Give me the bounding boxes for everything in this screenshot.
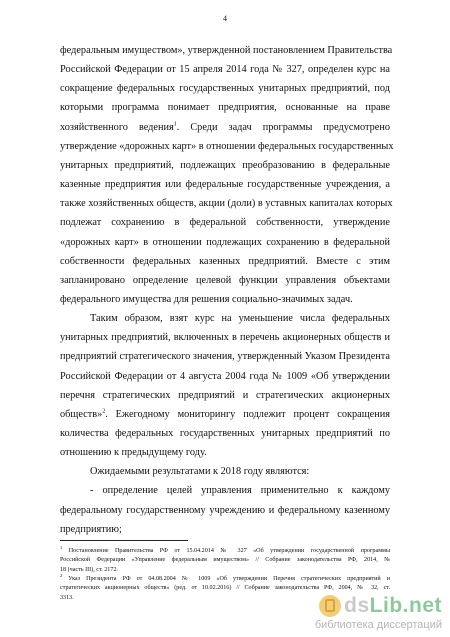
body-line-text: количества федеральных государственных унитарных предприятий по (60, 428, 390, 439)
body-line (60, 216, 390, 229)
body-line-text: которыми программа понимает предприятия, основанные на праве (60, 102, 390, 114)
body-line (60, 121, 390, 134)
page-number: 4 (223, 14, 227, 23)
body-line-text: федерального имущества для решения социально-значимых задач. (60, 293, 353, 305)
body-line (60, 408, 390, 421)
body-line (60, 274, 390, 287)
watermark-tagline: библиотека диссертаций (314, 619, 442, 631)
body-line (60, 63, 390, 76)
footnote-text: 18 (часть III), ст. 2172. (60, 566, 118, 573)
body-line (90, 484, 390, 497)
body-line (60, 293, 390, 306)
body-line (60, 370, 390, 383)
footnote-text: Постановление Правительства РФ от 15.04.2014 № 327 «Об утверждении государственной программы (62, 548, 390, 554)
watermark-brand-suffix: Lib.net (369, 594, 442, 617)
body-line (60, 82, 390, 95)
body-line (60, 159, 390, 172)
body-line-text: унитарных предприятий, включенных в перечень акционерных обществ и (60, 332, 390, 344)
body-line (60, 44, 393, 57)
body-line (60, 427, 390, 440)
body-line (60, 101, 390, 114)
body-line (60, 350, 390, 363)
body-line-text: предприятий стратегического значения, утвержденный Указом Президента (60, 351, 390, 363)
footnote-line (60, 572, 390, 583)
body-line-text: перечня стратегических предприятий и стратегических акционерных (60, 389, 390, 401)
body-line-text: хозяйственного ведения (60, 121, 174, 133)
body-line-text: сокращение федеральных государственных унитарных предприятий, под (60, 83, 390, 95)
body-line-text: Российской Федерации от 15 апреля 2014 года № 327, определен курс на (60, 64, 390, 76)
footnote-line (60, 584, 390, 592)
footnote-line (60, 544, 390, 555)
body-line-text: Таким образом, взят курс на уменьшение числа федеральных (90, 313, 390, 325)
body-line-text: «дорожных карт» в отношении подлежащих сохранению в федеральной (60, 236, 390, 248)
footnote-number: 2 (60, 572, 63, 578)
footnote-text: стратегических акционерных обществ» (ред. от 10.02.2016) // Собрание законодательства РФ, 2004, № 32, ст. (60, 585, 390, 592)
footnote-line (60, 556, 390, 564)
body-line (60, 255, 390, 268)
body-line-text: казенные предприятия или федеральные государственные учреждения, а (60, 179, 390, 191)
body-line (60, 178, 390, 191)
body-line-text: запланировано определение целевой функции управления объектами (60, 274, 390, 286)
body-line (60, 446, 390, 459)
body-line (60, 331, 390, 344)
watermark (315, 594, 442, 631)
body-line (90, 312, 390, 325)
body-line-text: федеральному государственному учреждению и федеральному казенному (60, 504, 390, 516)
watermark-brand-prefix: ds (344, 594, 370, 617)
body-line-text: - определение целей управления применительно к каждому (90, 485, 390, 497)
body-line-text: отношению к предыдущему году. (60, 447, 207, 459)
body-line (60, 504, 390, 517)
body-line-text: подлежат сохранению в федеральной собственности, утверждение (60, 217, 390, 229)
footnote-line (60, 566, 390, 574)
watermark-brand (344, 594, 442, 618)
body-line (60, 523, 390, 536)
body-line-text: собственности федеральных казенных предприятий. Вместе с этим (60, 255, 390, 267)
body-line-text: Российской Федерации от 4 августа 2004 года № 1009 «Об утверждении (60, 370, 390, 382)
body-line-text: также хозяйственных обществ, акции (доли) в уставных капиталах которых (60, 198, 393, 210)
footnote-number: 1 (60, 544, 63, 550)
body-line-text: . Среди задач программы предусмотрено (176, 121, 390, 133)
body-line-text: . Ежегодному мониторингу подлежит процент сокращения (105, 408, 390, 420)
body-line (60, 236, 390, 249)
book-logo-icon (319, 595, 341, 617)
body-line (60, 389, 390, 402)
body-line-text: обществ» (60, 408, 103, 420)
body-line (90, 465, 390, 478)
footnote-text: Российской Федерации «Управление федеральным имуществом» // Собрание законодательства РФ, 2014, № (60, 557, 390, 564)
footnote-text: 3313. (60, 594, 74, 601)
body-line (60, 140, 394, 153)
footnote-ref: 1 (173, 121, 177, 128)
body-line (60, 197, 393, 210)
body-line-text: утверждение «дорожных карт» в отношении федеральных государственных (60, 140, 394, 152)
footnote-text: Указ Президента РФ от 04.08.2004 № 1009 «Об утверждении Перечня стратегических предприятий и (62, 575, 390, 582)
footnote-separator (60, 540, 188, 541)
body-line-text: Ожидаемыми результатами к 2018 году являются: (90, 466, 310, 478)
body-line-text: федеральным имуществом», утвержденной постановлением Правительства (60, 45, 393, 56)
body-line-text: предприятию; (60, 523, 122, 535)
footnote-ref: 2 (102, 408, 106, 415)
body-line-text: унитарных предприятий, подлежащих преобразованию в федеральные (60, 159, 390, 171)
